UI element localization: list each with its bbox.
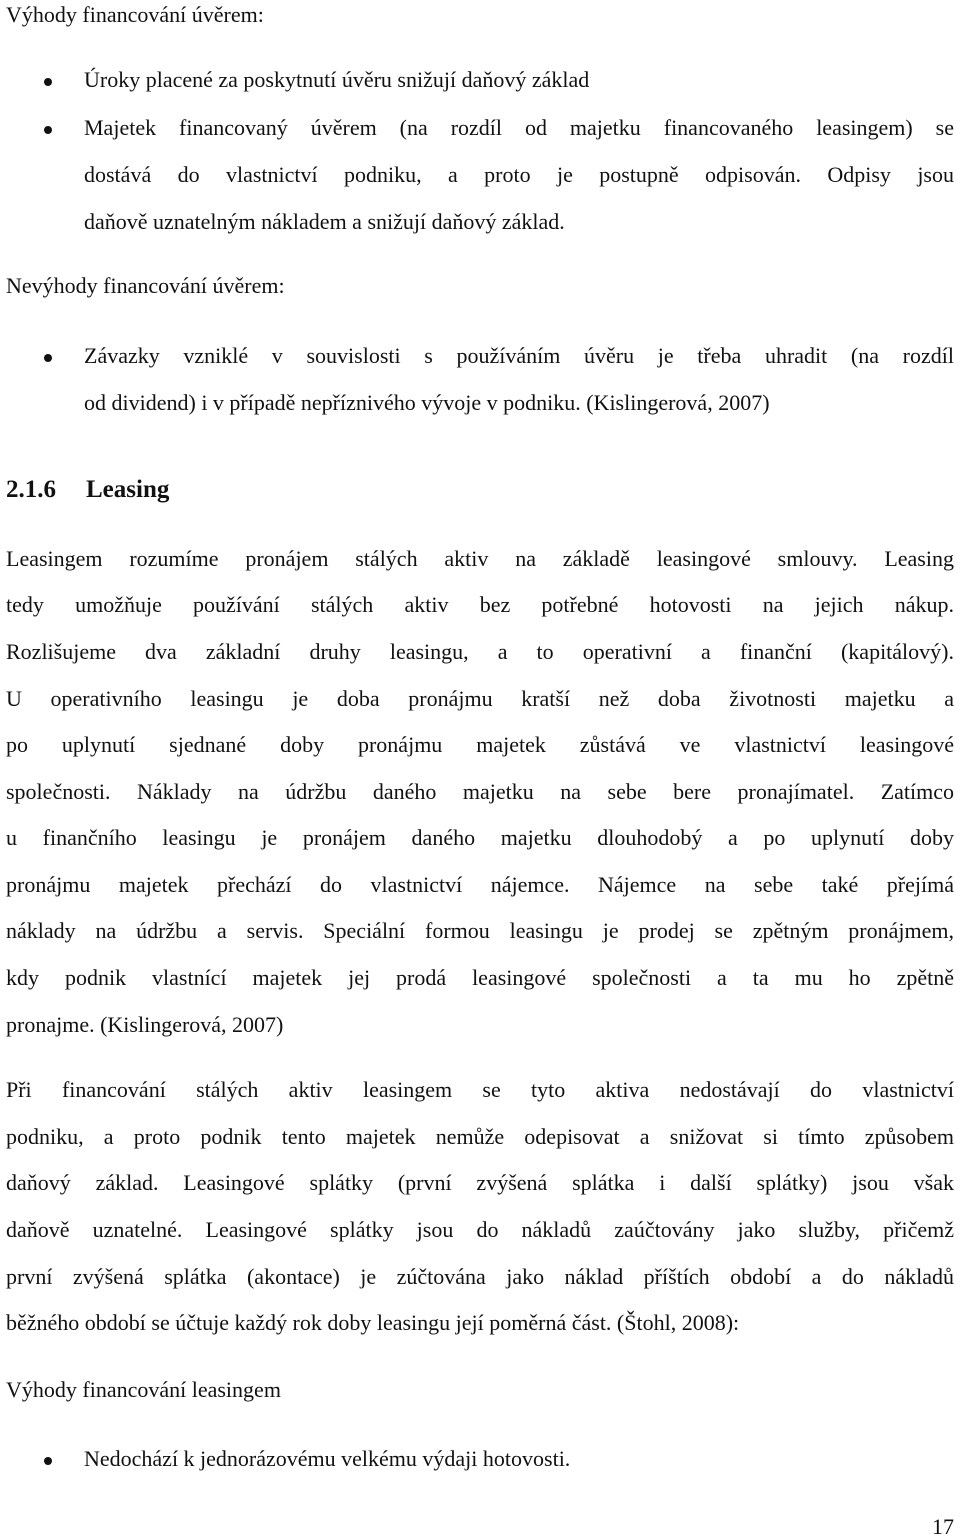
paragraph-line: náklady na údržbu a servis. Speciální formou leasingu je prodej se zpětným pronájmem, xyxy=(6,918,954,943)
list-item-text: Závazky vzniklé v souvislosti s používáním úvěru je třeba uhradit (na rozdíl xyxy=(84,343,954,368)
paragraph-line: Leasingem rozumíme pronájem stálých aktiv na základě leasingové smlouvy. Leasing xyxy=(6,546,954,571)
bullet-icon xyxy=(44,78,52,86)
heading-text: Leasing xyxy=(86,476,170,503)
section-title-disadvantages-credit: Nevýhody financování úvěrem: xyxy=(6,273,285,298)
section-title-advantages-credit: Výhody financování úvěrem: xyxy=(6,2,264,27)
bullet-icon xyxy=(44,354,52,362)
paragraph-line: tedy umožňuje používání stálých aktiv bez potřebné hotovosti na jejich nákup. xyxy=(6,592,954,617)
section-title-advantages-leasing: Výhody financování leasingem xyxy=(6,1377,281,1402)
bullet-icon xyxy=(44,126,52,134)
paragraph-line: u finančního leasingu je pronájem daného majetku dlouhodobý a po uplynutí doby xyxy=(6,825,954,850)
heading-number: 2.1.6 xyxy=(6,476,56,503)
list-item-text: Nedochází k jednorázovému velkému výdaji hotovosti. xyxy=(84,1446,571,1471)
paragraph-line: Rozlišujeme dva základní druhy leasingu, a to operativní a finanční (kapitálový). xyxy=(6,639,954,664)
list-item-text: daňově uznatelným nákladem a snižují daňový základ. xyxy=(84,209,565,234)
paragraph-line: kdy podnik vlastnící majetek jej prodá leasingové společnosti a ta mu ho zpětně xyxy=(6,965,954,990)
paragraph-line: po uplynutí sjednané doby pronájmu majetek zůstává ve vlastnictví leasingové xyxy=(6,732,954,757)
list-item-text: dostává do vlastnictví podniku, a proto je postupně odpisován. Odpisy jsou xyxy=(84,162,954,187)
paragraph-line: pronájmu majetek přechází do vlastnictví nájemce. Nájemce na sebe také přejímá xyxy=(6,872,954,897)
list-item-text: Úroky placené za poskytnutí úvěru snižují daňový základ xyxy=(84,67,590,92)
list-item-text: od dividend) i v případě nepříznivého vývoje v podniku. (Kislingerová, 2007) xyxy=(84,390,770,415)
paragraph-line: pronajme. (Kislingerová, 2007) xyxy=(6,1012,284,1037)
section-heading xyxy=(6,476,169,504)
paragraph-line: první zvýšená splátka (akontace) je zúčtována jako náklad příštích období a do nákladů xyxy=(6,1264,954,1289)
paragraph-line: daňový základ. Leasingové splátky (první zvýšená splátka i další splátky) jsou však xyxy=(6,1170,954,1195)
paragraph-line: běžného období se účtuje každý rok doby leasingu její poměrná část. (Štohl, 2008): xyxy=(6,1310,740,1335)
paragraph-line: U operativního leasingu je doba pronájmu kratší než doba životnosti majetku a xyxy=(6,686,954,711)
paragraph-line: společnosti. Náklady na údržbu daného majetku na sebe bere pronajímatel. Zatímco xyxy=(6,779,954,804)
list-item-text: Majetek financovaný úvěrem (na rozdíl od majetku financovaného leasingem) se xyxy=(84,115,954,140)
bullet-icon xyxy=(44,1457,52,1465)
page-number: 17 xyxy=(932,1514,954,1539)
paragraph-line: daňově uznatelné. Leasingové splátky jsou do nákladů zaúčtovány jako služby, přičemž xyxy=(6,1217,954,1242)
paragraph-line: podniku, a proto podnik tento majetek nemůže odepisovat a snižovat si tímto způsobem xyxy=(6,1124,954,1149)
paragraph-line: Při financování stálých aktiv leasingem se tyto aktiva nedostávají do vlastnictví xyxy=(6,1077,954,1102)
